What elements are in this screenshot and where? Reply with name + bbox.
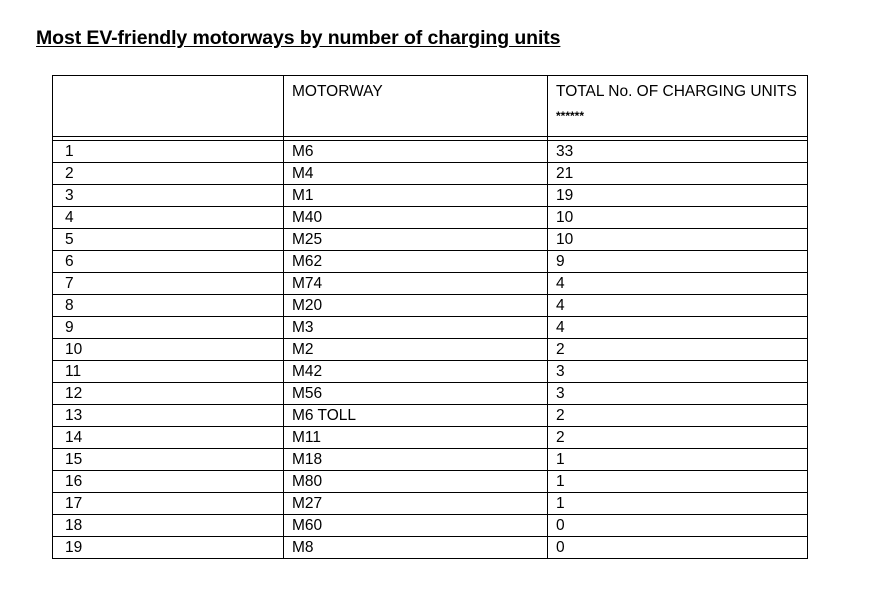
motorway-cell: M3	[284, 317, 548, 339]
rank-cell: 2	[53, 163, 284, 185]
rank-cell: 19	[53, 537, 284, 559]
table-row	[53, 405, 808, 427]
motorway-cell: M8	[284, 537, 548, 559]
motorway-cell: M40	[284, 207, 548, 229]
charging-units-cell: 1	[548, 449, 808, 471]
table-row	[53, 317, 808, 339]
motorway-cell: M6 TOLL	[284, 405, 548, 427]
charging-units-cell: 0	[548, 537, 808, 559]
rank-cell: 16	[53, 471, 284, 493]
table-header	[53, 76, 808, 137]
table-body	[53, 137, 808, 559]
header-motorway: MOTORWAY	[284, 76, 548, 137]
header-rank	[53, 76, 284, 137]
header-charging-units	[548, 76, 808, 137]
rank-cell: 10	[53, 339, 284, 361]
charging-units-cell: 3	[548, 383, 808, 405]
motorway-cell: M27	[284, 493, 548, 515]
table-row	[53, 383, 808, 405]
table-row	[53, 449, 808, 471]
motorway-cell: M62	[284, 251, 548, 273]
motorway-cell: M4	[284, 163, 548, 185]
document-title: Most EV-friendly motorways by number of charging units	[36, 27, 561, 49]
motorway-cell: M6	[284, 141, 548, 163]
charging-units-cell: 1	[548, 493, 808, 515]
charging-units-cell: 2	[548, 405, 808, 427]
table-row	[53, 361, 808, 383]
table-row	[53, 537, 808, 559]
motorway-cell: M42	[284, 361, 548, 383]
rank-cell: 15	[53, 449, 284, 471]
rank-cell: 8	[53, 295, 284, 317]
table-row	[53, 295, 808, 317]
charging-units-cell: 0	[548, 515, 808, 537]
motorway-cell: M74	[284, 273, 548, 295]
motorway-cell: M1	[284, 185, 548, 207]
rank-cell: 9	[53, 317, 284, 339]
charging-units-cell: 2	[548, 427, 808, 449]
table-row	[53, 207, 808, 229]
charging-units-cell: 1	[548, 471, 808, 493]
charging-units-cell: 4	[548, 273, 808, 295]
table-row	[53, 339, 808, 361]
rank-cell: 18	[53, 515, 284, 537]
charging-units-cell: 33	[548, 141, 808, 163]
header-row	[53, 76, 808, 137]
rank-cell: 6	[53, 251, 284, 273]
motorway-cell: M80	[284, 471, 548, 493]
header-charging-units-label: TOTAL No. OF CHARGING UNITS	[556, 83, 797, 100]
rank-cell: 7	[53, 273, 284, 295]
motorway-cell: M2	[284, 339, 548, 361]
table-row	[53, 273, 808, 295]
charging-units-cell: 3	[548, 361, 808, 383]
motorway-cell: M11	[284, 427, 548, 449]
rank-cell: 4	[53, 207, 284, 229]
rank-cell: 1	[53, 141, 284, 163]
rank-cell: 17	[53, 493, 284, 515]
motorway-cell: M60	[284, 515, 548, 537]
rank-cell: 13	[53, 405, 284, 427]
table-row	[53, 229, 808, 251]
charging-units-cell: 4	[548, 317, 808, 339]
table-row	[53, 515, 808, 537]
charging-units-cell: 21	[548, 163, 808, 185]
rank-cell: 14	[53, 427, 284, 449]
motorway-cell: M18	[284, 449, 548, 471]
table-row	[53, 427, 808, 449]
rank-cell: 5	[53, 229, 284, 251]
charging-units-cell: 10	[548, 229, 808, 251]
table-row	[53, 185, 808, 207]
charging-units-cell: 2	[548, 339, 808, 361]
charging-units-cell: 4	[548, 295, 808, 317]
rank-cell: 3	[53, 185, 284, 207]
motorway-cell: M25	[284, 229, 548, 251]
motorway-cell: M20	[284, 295, 548, 317]
table-row	[53, 163, 808, 185]
header-footnote-marker: ******	[556, 109, 585, 123]
charging-units-cell: 19	[548, 185, 808, 207]
motorway-cell: M56	[284, 383, 548, 405]
rank-cell: 12	[53, 383, 284, 405]
rank-cell: 11	[53, 361, 284, 383]
charging-units-cell: 10	[548, 207, 808, 229]
charging-units-cell: 9	[548, 251, 808, 273]
table-row	[53, 251, 808, 273]
charging-units-table	[52, 75, 808, 559]
table-row	[53, 493, 808, 515]
table-row	[53, 141, 808, 163]
table-row	[53, 471, 808, 493]
